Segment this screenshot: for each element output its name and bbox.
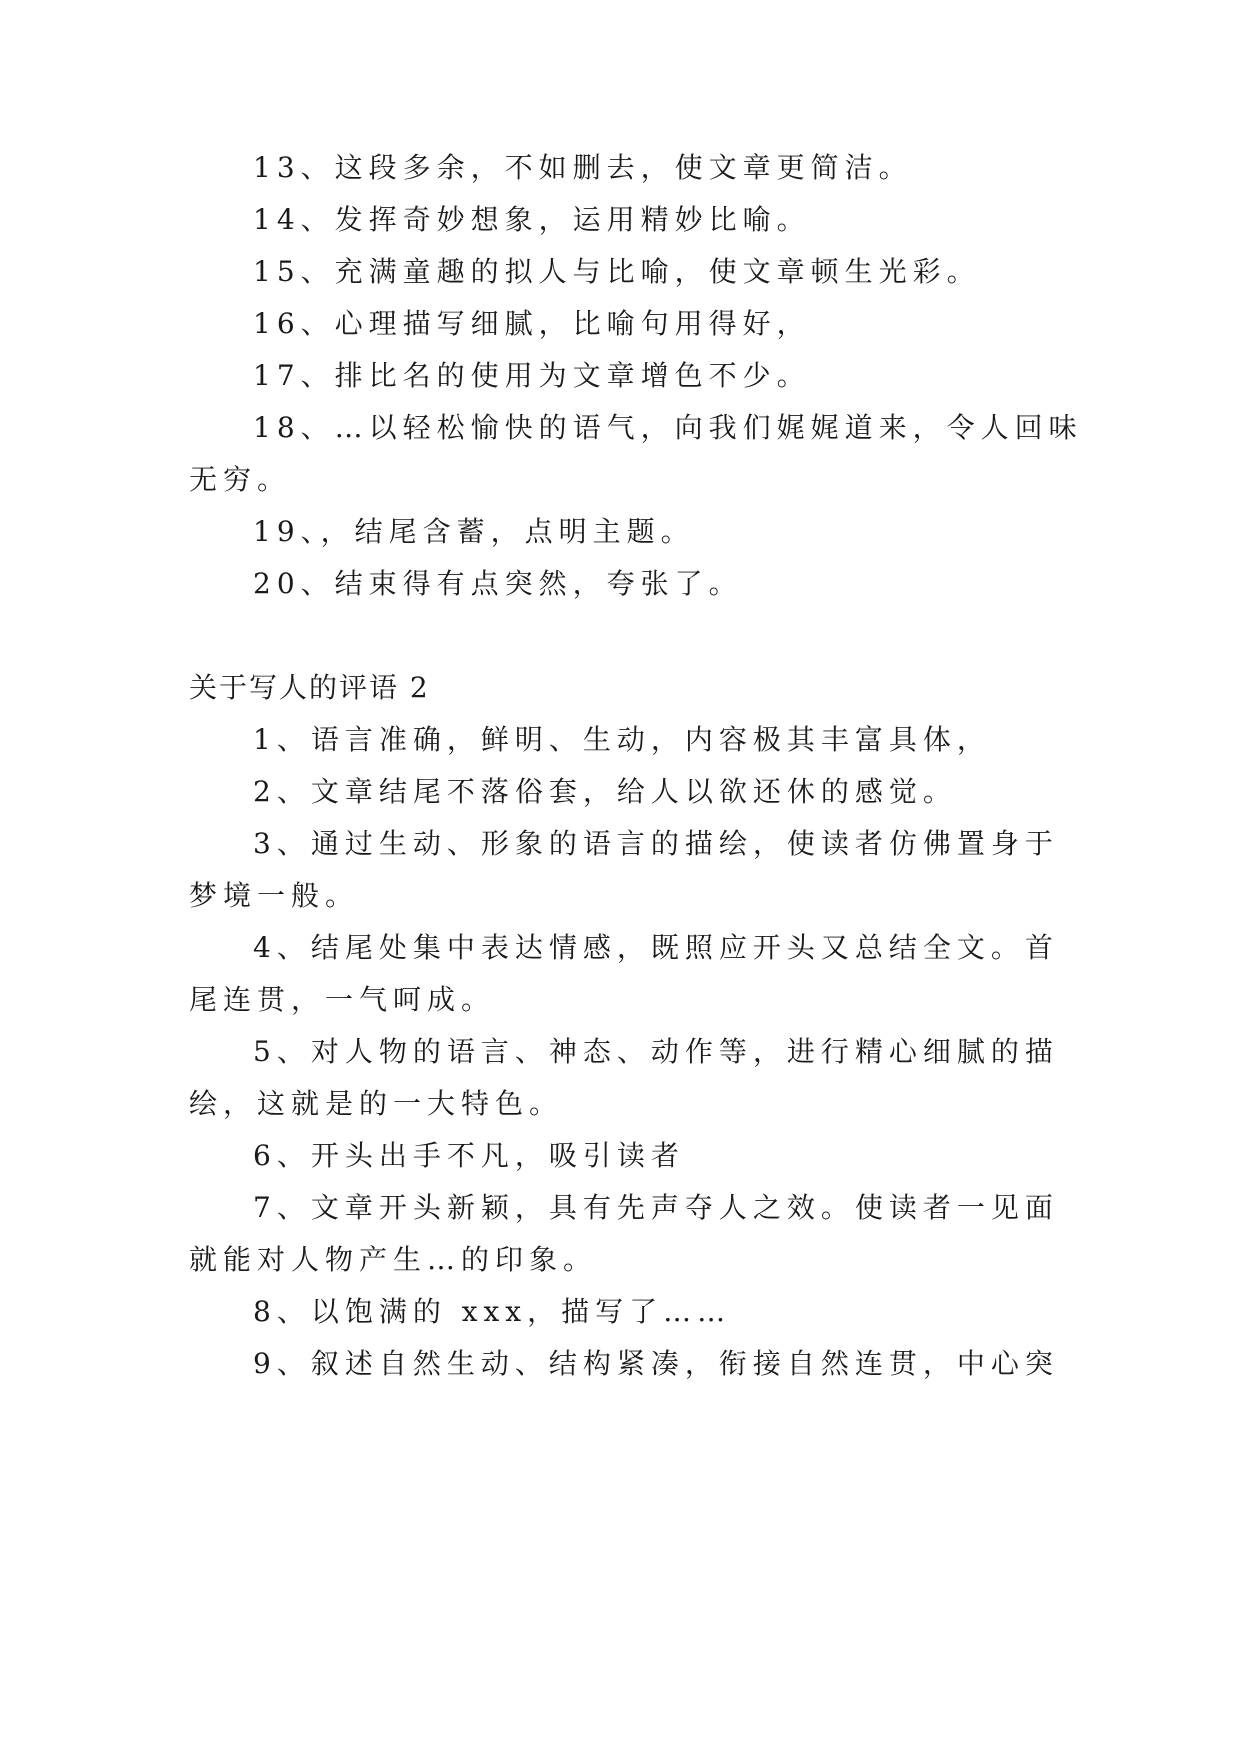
comment-item-15: 15、充满童趣的拟人与比喻，使文章顿生光彩。 — [253, 255, 981, 288]
comment-item-5-line2: 绘，这就是的一大特色。 — [189, 1087, 564, 1120]
comment-item-4-line2: 尾连贯，一气呵成。 — [189, 983, 496, 1016]
section-heading: 关于写人的评语 2 — [189, 671, 430, 704]
comment-item-14: 14、发挥奇妙想象，运用精妙比喻。 — [253, 203, 811, 236]
comment-item-9: 9、叙述自然生动、结构紧凑，衔接自然连贯，中心突 — [253, 1347, 1059, 1380]
comment-item-5-line1: 5、对人物的语言、神态、动作等，进行精心细腻的描 — [253, 1035, 1059, 1068]
comment-item-19: 19、，结尾含蓄，点明主题。 — [253, 515, 695, 548]
comment-item-3-line2: 梦境一般。 — [189, 879, 360, 912]
comment-item-1: 1、语言准确，鲜明、生动，内容极其丰富具体， — [253, 723, 991, 756]
comment-item-17: 17、排比名的使用为文章增色不少。 — [253, 359, 811, 392]
comment-item-16: 16、心理描写细腻，比喻句用得好， — [253, 307, 811, 340]
comment-item-18-line2: 无穷。 — [189, 463, 292, 496]
comment-item-2: 2、文章结尾不落俗套，给人以欲还休的感觉。 — [253, 775, 957, 808]
comment-item-3-line1: 3、通过生动、形象的语言的描绘，使读者仿佛置身于 — [253, 827, 1059, 860]
comment-item-6: 6、开头出手不凡，吸引读者 — [253, 1139, 685, 1172]
comment-item-18-line1: 18、…以轻松愉快的语气，向我们娓娓道来，令人回味 — [253, 411, 1083, 444]
comment-item-7-line1: 7、文章开头新颖，具有先声夺人之效。使读者一见面 — [253, 1191, 1059, 1224]
comment-item-20: 20、结束得有点突然，夸张了。 — [253, 567, 743, 600]
comment-item-7-line2: 就能对人物产生…的印象。 — [189, 1243, 598, 1276]
comment-item-4-line1: 4、结尾处集中表达情感，既照应开头又总结全文。首 — [253, 931, 1059, 964]
comment-item-8: 8、以饱满的 xxx，描写了…… — [253, 1295, 732, 1328]
comment-item-13: 13、这段多余，不如删去，使文章更简洁。 — [253, 151, 913, 184]
